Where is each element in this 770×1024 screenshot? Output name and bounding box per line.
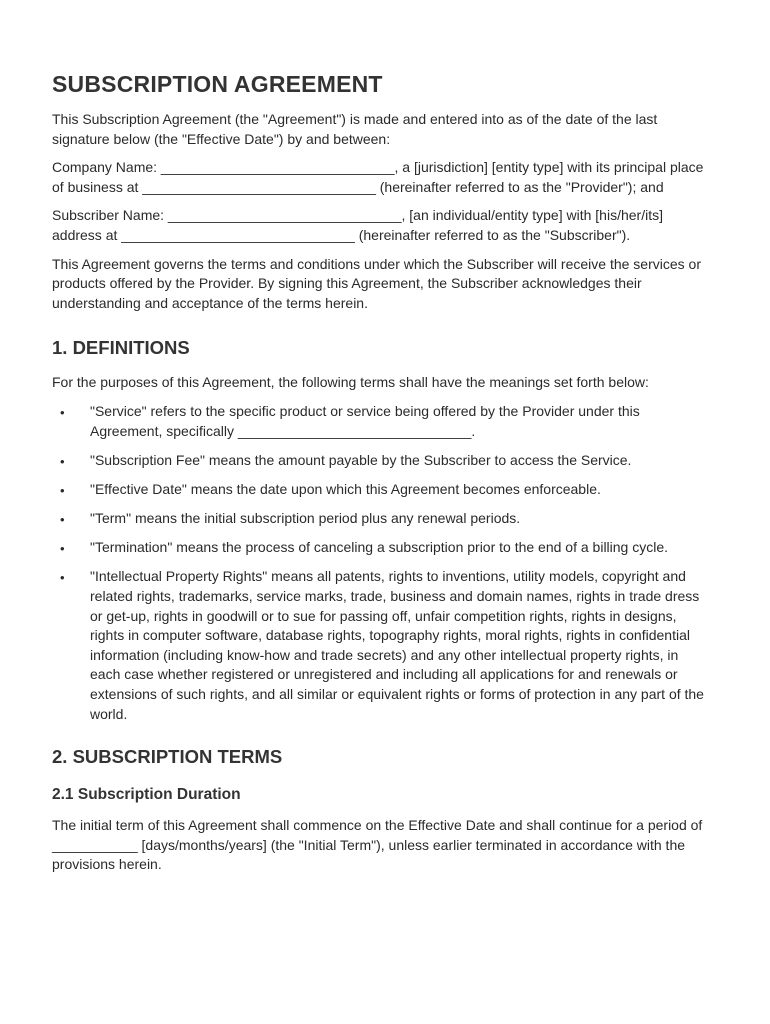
definition-text: "Termination" means the process of canceling a subscription prior to the end of a billing cycle. (90, 539, 669, 556)
subscriber-paragraph: Subscriber Name: ______________________________, [an individual/entity type] with [his/her/its] address at ______________________________ (hereinafter referred to as the "Subscriber"). (52, 207, 663, 243)
bullet-icon: • (60, 512, 65, 528)
list-item (52, 480, 710, 500)
section-heading-subscription-terms: 2. SUBSCRIPTION TERMS (52, 746, 283, 768)
bullet-icon: • (60, 482, 65, 498)
bullet-icon: • (60, 404, 65, 420)
bullet-icon: • (60, 453, 65, 469)
list-item (52, 509, 710, 529)
section-heading-definitions: 1. DEFINITIONS (52, 337, 190, 359)
list-item (52, 567, 710, 724)
definition-text: "Subscription Fee" means the amount payable by the Subscriber to access the Service. (90, 451, 632, 468)
definitions-intro: For the purposes of this Agreement, the following terms shall have the meanings set forth below: (52, 374, 649, 391)
bullet-icon: • (60, 570, 65, 586)
duration-paragraph: The initial term of this Agreement shall commence on the Effective Date and shall continue for a period of ___________ [days/months/years] (the "Initial Term"), unless earlier terminated in accordance with the provisions herein. (52, 817, 703, 873)
provider-paragraph: Company Name: ______________________________, a [jurisdiction] [entity type] with its principal place of business at ______________________________ (hereinafter referred to as the "Provider"); and (52, 159, 704, 195)
definition-text: "Effective Date" means the date upon which this Agreement becomes enforceable. (90, 480, 601, 497)
definition-text: "Intellectual Property Rights" means all patents, rights to inventions, utility models, copyright and related rights, trademarks, service marks, trade, business and domain names, rights in trade dress or get-up, rights in goodwill or to sue for passing off, unfair competition rights, rights in designs, rights in computer software, database rights, topography rights, moral rights, rights in confidential information (including know-how and trade secrets) and any other intellectual property rights, in each case whether registered or unregistered and including all applications for and renewals or extensions of such rights, and all similar or equivalent rights or forms of protection in any part of the world. (90, 568, 704, 722)
list-item (52, 402, 710, 441)
governs-paragraph: This Agreement governs the terms and conditions under which the Subscriber will receive the services or products offered by the Provider. By signing this Agreement, the Subscriber acknowledges their understanding and acceptance of the terms herein. (52, 255, 701, 311)
list-item (52, 451, 710, 471)
definition-text: "Service" refers to the specific product or service being offered by the Provider under this Agreement, specifically ______________________________. (90, 402, 640, 439)
definition-text: "Term" means the initial subscription period plus any renewal periods. (90, 510, 521, 527)
bullet-icon: • (60, 541, 65, 557)
intro-paragraph: This Subscription Agreement (the "Agreement") is made and entered into as of the date of the last signature below (the "Effective Date") by and between: (52, 111, 658, 147)
document-title: SUBSCRIPTION AGREEMENT (52, 71, 383, 97)
definitions-list (52, 402, 710, 724)
list-item (52, 538, 710, 558)
subsection-heading-duration: 2.1 Subscription Duration (52, 786, 241, 804)
